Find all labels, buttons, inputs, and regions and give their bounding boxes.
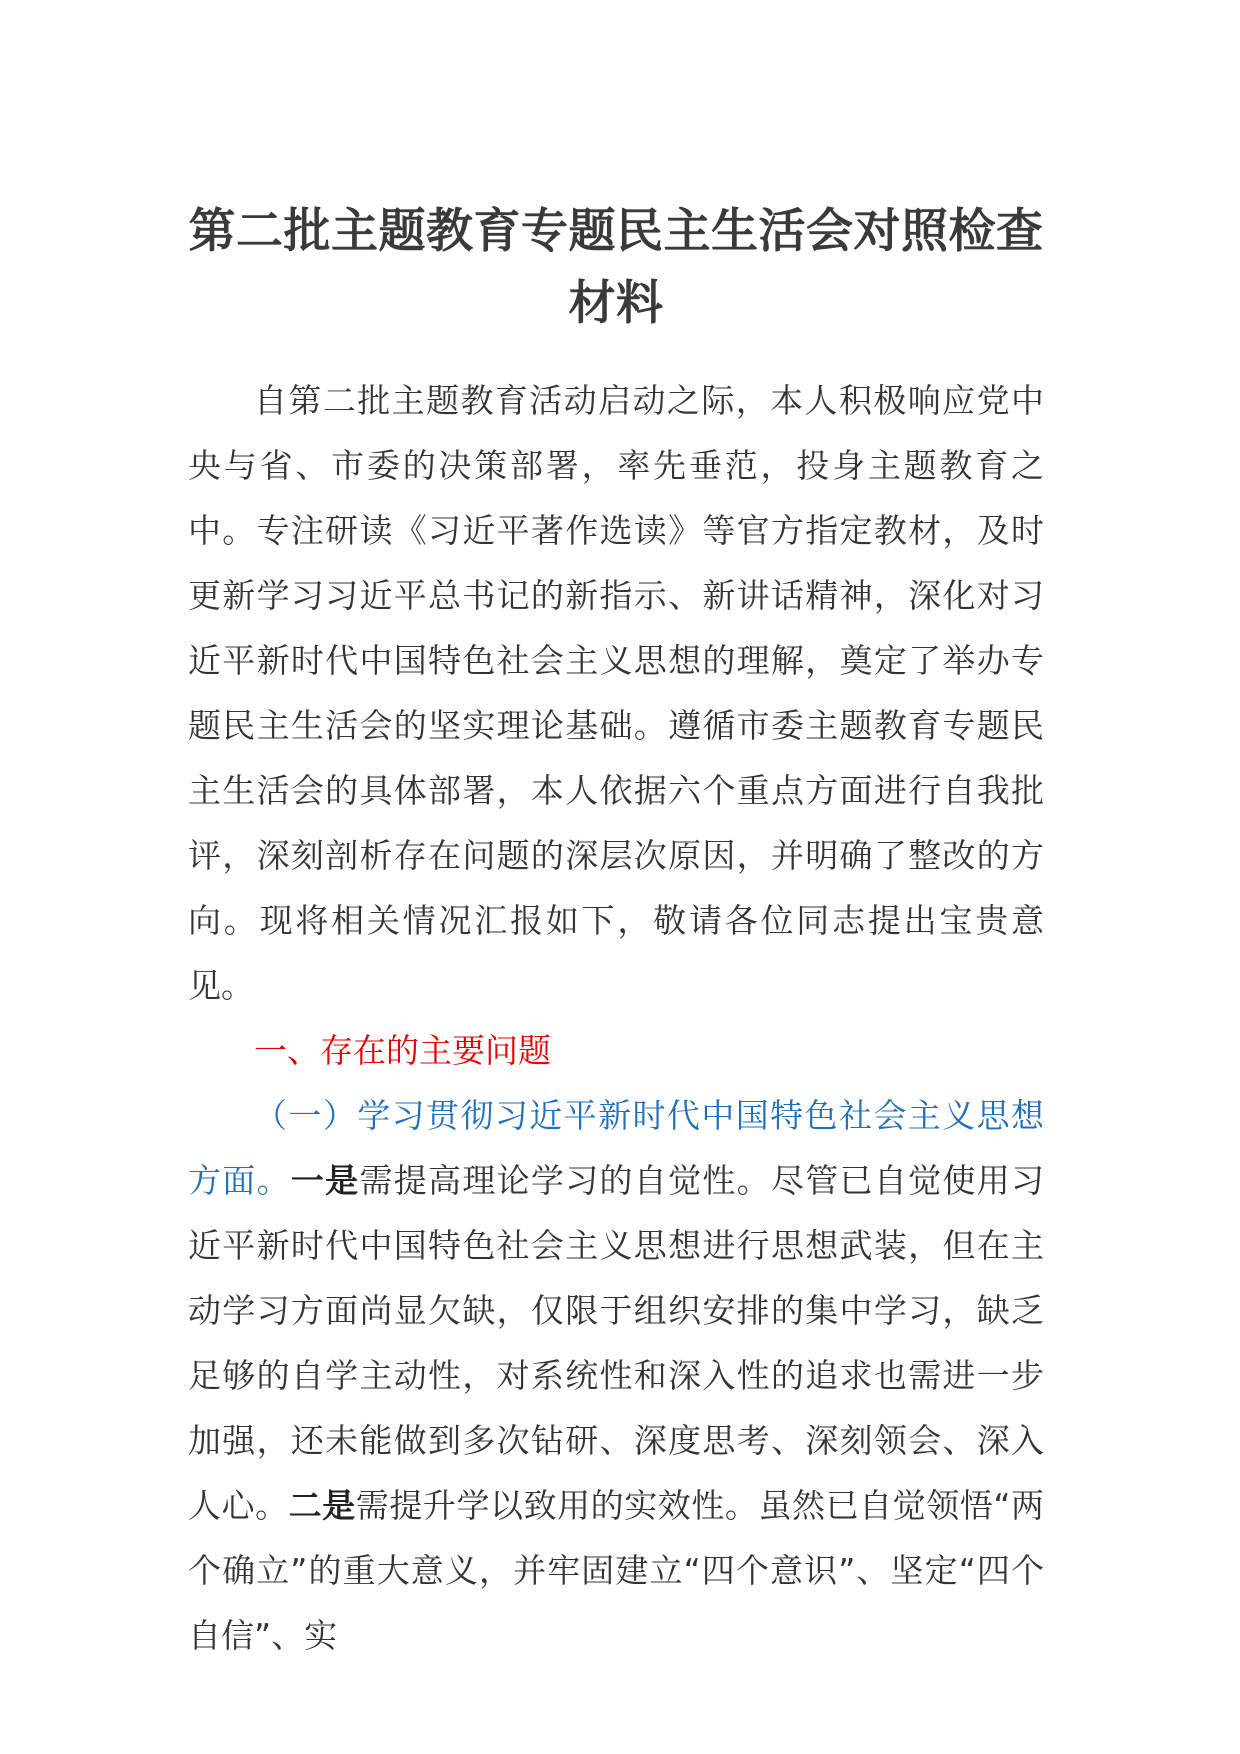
subsection-heading: （一）学习贯彻习近平新时代中国特色社会主义思想方面。 — [188, 1096, 1044, 1200]
subsection-paragraph-1 — [188, 1083, 1044, 1668]
point-2-lead: 二是 — [288, 1486, 356, 1525]
point-1-lead: 一是 — [290, 1161, 360, 1200]
document-title: 第二批主题教育专题民主生活会对照检查材料 — [188, 204, 1044, 331]
point-1-text: 需提高理论学习的自觉性。尽管已自觉使用习近平新时代中国特色社会主义思想进行思想武装，但在主动学习方面尚显欠缺，仅限于组织安排的集中学习，缺乏足够的自学主动性，对系统性和深入性的追求也需进一步加强，还未能做到多次钻研、深度思考、深刻领会、深入人心。 — [188, 1161, 1045, 1525]
point-2-text: 需提升学以致用的实效性。虽然已自觉领悟“两个确立”的重大意义，并牢固建立“四个意识”、坚定“四个自信”、实 — [188, 1486, 1045, 1655]
intro-paragraph: 自第二批主题教育活动启动之际，本人积极响应党中央与省、市委的决策部署，率先垂范，投身主题教育之中。专注研读《习近平著作选读》等官方指定教材，及时更新学习习近平总书记的新指示、新讲话精神，深化对习近平新时代中国特色社会主义思想的理解，奠定了举办专题民主生活会的坚实理论基础。遵循市委主题教育专题民主生活会的具体部署，本人依据六个重点方面进行自我批评，深刻剖析存在问题的深层次原因，并明确了整改的方向。现将相关情况汇报如下，敬请各位同志提出宝贵意见。 — [188, 381, 1044, 1005]
section-heading-main-problems: 一、存在的主要问题 — [254, 1031, 551, 1070]
document-page — [188, 196, 1044, 1668]
